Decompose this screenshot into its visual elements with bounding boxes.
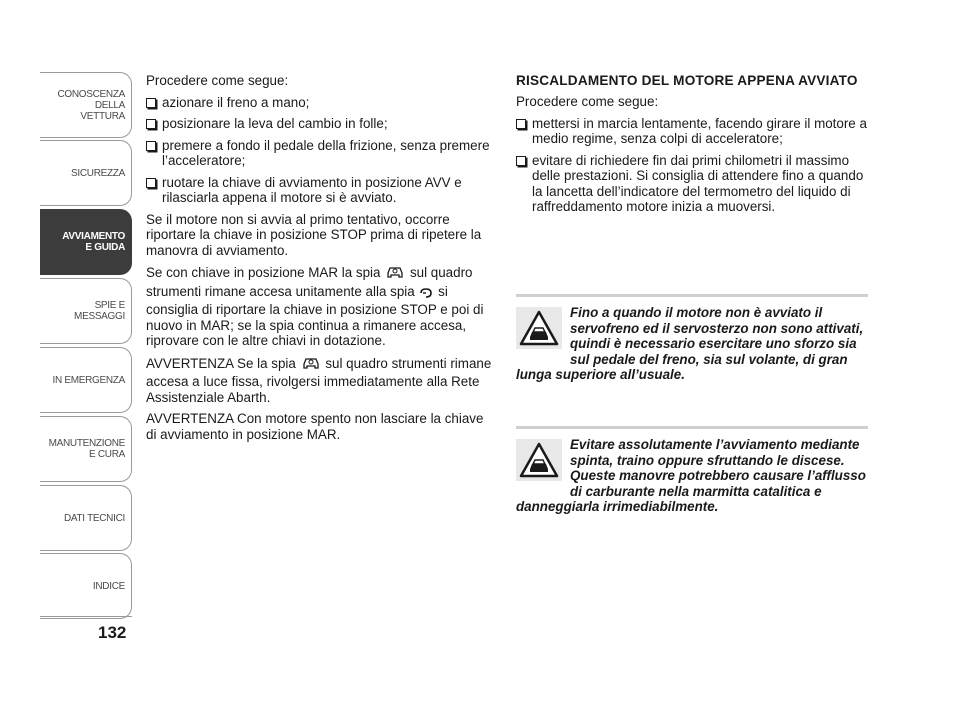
page-number-divider	[40, 616, 132, 617]
list-item: posizionare la leva del cambio in folle;	[146, 116, 496, 132]
warning-text: Fino a quando il motore non è avviato il servofreno ed il servosterzo non sono attivati, quindi è necessario esercitare uno sforzo sia sul pedale del freno, sia sul volante, di gran lunga superiore all’usuale.	[516, 305, 864, 382]
warning-box-servofreno	[516, 294, 868, 383]
tab-avviamento-e-guida[interactable]: AVVIAMENTO E GUIDA	[40, 209, 132, 275]
right-column	[516, 73, 868, 221]
paragraph-avvertenza-1: AVVERTENZA Se la spia sul quadro strumenti rimane accesa a luce fissa, rivolgersi immediatamente alla Rete Assistenziale Abarth.	[146, 355, 492, 405]
paragraph-retry: Se il motore non si avvia al primo tentativo, occorre riportare la chiave in posizione STOP prima di ripetere la manovra di avviamento.	[146, 211, 482, 258]
tab-conoscenza-della-vettura[interactable]: CONOSCENZA DELLA VETTURA	[40, 72, 132, 138]
list-item: azionare il freno a mano;	[146, 95, 496, 111]
paragraph-warning-light: Se con chiave in posizione MAR la spia sul quadro strumenti rimane accesa unitamente alla spia si consiglia di riportare la chiave in posizione STOP e poi di nuovo in MAR; se la spia continua a rimanere accesa, riprovare con le altre chiavi in dotazione.	[146, 265, 484, 348]
glow-plug-icon	[419, 287, 433, 303]
left-steps-list	[146, 95, 496, 206]
list-item: mettersi in marcia lentamente, facendo girare il motore a medio regime, senza colpi di acceleratore;	[516, 116, 868, 147]
immobilizer-car-icon	[385, 264, 405, 284]
left-column	[146, 73, 496, 448]
tab-indice[interactable]: INDICE	[40, 553, 132, 619]
tab-spie-e-messaggi[interactable]: SPIE E MESSAGGI	[40, 278, 132, 344]
warning-rule	[516, 294, 868, 297]
tab-dati-tecnici[interactable]: DATI TECNICI	[40, 485, 132, 551]
tab-manutenzione-e-cura[interactable]: MANUTENZIONE E CURA	[40, 416, 132, 482]
tab-in-emergenza[interactable]: IN EMERGENZA	[40, 347, 132, 413]
warning-box-avviamento-spinta	[516, 426, 868, 515]
list-item: evitare di richiedere fin dai primi chilometri il massimo delle prestazioni. Si consiglia di attendere fino a quando la lancetta dell’indicatore del termometro del liquido di raffreddamento motore inizia a muoversi.	[516, 153, 868, 215]
immobilizer-car-icon	[301, 355, 321, 375]
list-item: ruotare la chiave di avviamento in posizione AVV e rilasciarla appena il motore si è avviato.	[146, 175, 496, 206]
tab-sicurezza[interactable]: SICUREZZA	[40, 140, 132, 206]
warning-triangle-icon	[516, 307, 562, 349]
warning-rule	[516, 426, 868, 429]
left-intro: Procedere come segue:	[146, 73, 289, 88]
warning-triangle-icon	[516, 439, 562, 481]
paragraph-avvertenza-2: AVVERTENZA Con motore spento non lasciare la chiave di avviamento in posizione MAR.	[146, 411, 484, 442]
right-intro: Procedere come segue:	[516, 94, 659, 109]
section-heading: RISCALDAMENTO DEL MOTORE APPENA AVVIATO	[516, 73, 858, 88]
list-item: premere a fondo il pedale della frizione, senza premere l’acceleratore;	[146, 138, 496, 169]
warning-text: Evitare assolutamente l’avviamento mediante spinta, traino oppure sfruttando le discese. Queste manovre potrebbero causare l’afflusso di carburante nella marmitta catalitica e danneggiarla irrimediabilmente.	[516, 437, 866, 514]
right-steps-list	[516, 116, 868, 215]
page-number: 132	[98, 623, 127, 642]
